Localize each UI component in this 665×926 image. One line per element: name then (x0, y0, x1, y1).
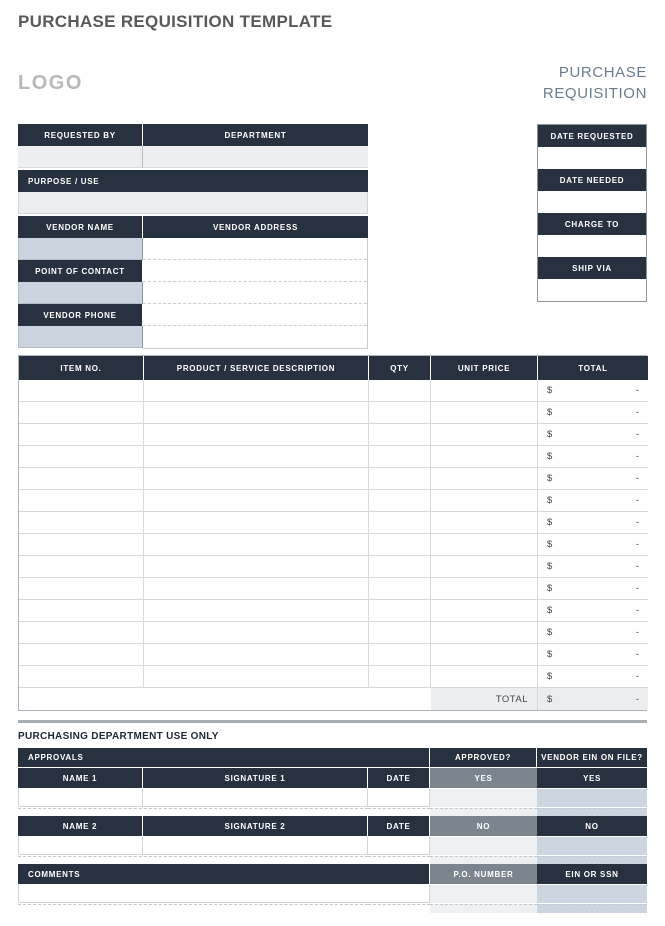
description-cell[interactable] (144, 446, 369, 468)
ein-or-ssn-label: EIN OR SSN (537, 864, 647, 884)
ein-yes-option: YES (537, 768, 647, 788)
vendor-address-line[interactable] (143, 304, 367, 326)
date-requested-field[interactable] (538, 147, 646, 169)
currency-symbol: $ (547, 605, 553, 616)
item-row (19, 512, 646, 534)
signature2-field[interactable] (143, 837, 368, 855)
qty-cell[interactable] (369, 380, 431, 402)
unit-price-cell[interactable] (431, 666, 538, 688)
item-row (19, 380, 646, 402)
point-of-contact-label: POINT OF CONTACT (18, 260, 143, 282)
item-no-cell[interactable] (19, 380, 144, 402)
vendor-address-column (143, 216, 368, 349)
currency-symbol: $ (547, 473, 553, 484)
total-amount: - (635, 583, 639, 594)
document-title-line2: REQUISITION (542, 85, 647, 102)
total-amount: - (635, 517, 639, 528)
description-cell[interactable] (144, 644, 369, 666)
vendor-left-column (18, 216, 143, 349)
item-no-cell[interactable] (19, 490, 144, 512)
department-label: DEPARTMENT (143, 124, 368, 146)
item-no-cell[interactable] (19, 534, 144, 556)
currency-symbol: $ (547, 429, 553, 440)
item-row (19, 644, 646, 666)
requested-by-field[interactable] (18, 146, 143, 168)
total-amount: - (635, 561, 639, 572)
currency-symbol: $ (547, 649, 553, 660)
unit-price-cell[interactable] (431, 468, 538, 490)
vendor-name-label: VENDOR NAME (18, 216, 143, 238)
description-cell[interactable] (144, 556, 369, 578)
dates-shipping-form (537, 124, 647, 302)
description-cell[interactable] (144, 490, 369, 512)
currency-symbol: $ (547, 407, 553, 418)
item-no-cell[interactable] (19, 622, 144, 644)
qty-cell[interactable] (369, 446, 431, 468)
approvals-table (18, 748, 647, 913)
total-amount: - (635, 473, 639, 484)
total-cell[interactable] (538, 512, 648, 534)
currency-symbol: $ (547, 693, 553, 705)
item-row (19, 446, 646, 468)
qty-cell[interactable] (369, 578, 431, 600)
total-cell[interactable] (538, 402, 648, 424)
row-spacer (18, 808, 647, 816)
unit-price-cell[interactable] (431, 644, 538, 666)
total-cell[interactable] (538, 380, 648, 402)
date1-field[interactable] (368, 789, 430, 807)
unit-price-cell[interactable] (431, 578, 538, 600)
qty-column-header: QTY (369, 356, 431, 380)
items-table-body (19, 380, 646, 688)
ein-or-ssn-field[interactable] (537, 885, 647, 903)
charge-to-field[interactable] (538, 235, 646, 257)
item-no-cell[interactable] (19, 402, 144, 424)
vendor-phone-field[interactable] (18, 326, 143, 348)
item-no-cell[interactable] (19, 644, 144, 666)
vendor-address-field (143, 238, 368, 349)
ship-via-field[interactable] (538, 279, 646, 301)
point-of-contact-field[interactable] (18, 282, 143, 304)
item-no-cell[interactable] (19, 600, 144, 622)
brand-row (18, 62, 647, 110)
items-table-header (19, 356, 646, 380)
description-column-header: PRODUCT / SERVICE DESCRIPTION (144, 356, 369, 380)
date-requested-label: DATE REQUESTED (538, 125, 646, 147)
name1-label: NAME 1 (18, 768, 143, 788)
unit-price-cell[interactable] (431, 534, 538, 556)
item-row (19, 468, 646, 490)
approved-label: APPROVED? (430, 748, 537, 767)
date-needed-label: DATE NEEDED (538, 169, 646, 191)
item-no-cell[interactable] (19, 556, 144, 578)
currency-symbol: $ (547, 539, 553, 550)
total-amount: - (635, 451, 639, 462)
total-amount: - (635, 539, 639, 550)
total-cell[interactable] (538, 468, 648, 490)
signature1-field[interactable] (143, 789, 368, 807)
qty-cell[interactable] (369, 600, 431, 622)
item-row (19, 424, 646, 446)
vendor-address-line[interactable] (143, 282, 367, 304)
signature2-label: SIGNATURE 2 (143, 816, 368, 836)
description-cell[interactable] (144, 468, 369, 490)
vendor-name-field[interactable] (18, 238, 143, 260)
currency-symbol: $ (547, 561, 553, 572)
approved-yes-field[interactable] (430, 789, 537, 807)
approved-yes-option: YES (430, 768, 537, 788)
request-forms (18, 124, 647, 349)
approvals-label: APPROVALS (18, 748, 430, 767)
unit-price-cell[interactable] (431, 424, 538, 446)
total-amount: - (635, 385, 639, 396)
description-cell[interactable] (144, 578, 369, 600)
charge-to-label: CHARGE TO (538, 213, 646, 235)
item-row (19, 402, 646, 424)
unit-price-cell[interactable] (431, 512, 538, 534)
item-row (19, 490, 646, 512)
page-title: PURCHASE REQUISITION TEMPLATE (18, 12, 333, 31)
item-row (19, 534, 646, 556)
comments-field[interactable] (18, 885, 430, 903)
vendor-address-line[interactable] (143, 260, 367, 282)
total-cell[interactable] (538, 622, 648, 644)
purpose-use-label: PURPOSE / USE (18, 170, 368, 192)
total-amount: - (635, 627, 639, 638)
total-amount: - (635, 671, 639, 682)
total-cell[interactable] (538, 446, 648, 468)
qty-cell[interactable] (369, 644, 431, 666)
vendor-ein-on-file-label: VENDOR EIN ON FILE? (537, 748, 647, 767)
total-amount: - (635, 407, 639, 418)
date-needed-field[interactable] (538, 191, 646, 213)
po-number-label: P.O. NUMBER (430, 864, 537, 884)
grand-total-cell (538, 688, 648, 710)
name2-label: NAME 2 (18, 816, 143, 836)
total-cell[interactable] (538, 644, 648, 666)
vendor-phone-label: VENDOR PHONE (18, 304, 143, 326)
logo-placeholder: LOGO (18, 72, 83, 94)
item-no-cell[interactable] (19, 578, 144, 600)
qty-cell[interactable] (369, 424, 431, 446)
qty-cell[interactable] (369, 666, 431, 688)
currency-symbol: $ (547, 451, 553, 462)
description-cell[interactable] (144, 666, 369, 688)
qty-cell[interactable] (369, 534, 431, 556)
document-title-line1: PURCHASE (558, 64, 647, 81)
approved-no-option: NO (430, 816, 537, 836)
items-table (18, 355, 647, 711)
unit-price-cell[interactable] (431, 446, 538, 468)
item-no-cell[interactable] (19, 468, 144, 490)
date2-field[interactable] (368, 837, 430, 855)
requested-by-label: REQUESTED BY (18, 124, 143, 146)
total-cell[interactable] (538, 600, 648, 622)
item-no-cell[interactable] (19, 666, 144, 688)
item-no-cell[interactable] (19, 424, 144, 446)
description-cell[interactable] (144, 600, 369, 622)
currency-symbol: $ (547, 495, 553, 506)
qty-cell[interactable] (369, 512, 431, 534)
approved-no-field[interactable] (430, 837, 537, 855)
total-cell[interactable] (538, 556, 648, 578)
currency-symbol: $ (547, 517, 553, 528)
total-cell[interactable] (538, 424, 648, 446)
vendor-address-line[interactable] (143, 238, 367, 260)
requester-vendor-form (18, 124, 368, 349)
description-cell[interactable] (144, 424, 369, 446)
qty-cell[interactable] (369, 622, 431, 644)
unit-price-cell[interactable] (431, 556, 538, 578)
item-no-cell[interactable] (19, 446, 144, 468)
total-cell[interactable] (538, 666, 648, 688)
description-cell[interactable] (144, 402, 369, 424)
item-row (19, 556, 646, 578)
vendor-address-label: VENDOR ADDRESS (143, 216, 368, 238)
date2-label: DATE (368, 816, 430, 836)
total-amount: - (635, 605, 639, 616)
row-spacer (18, 856, 647, 864)
total-amount: - (635, 649, 639, 660)
unit-price-cell[interactable] (431, 402, 538, 424)
purchasing-section-heading: PURCHASING DEPARTMENT USE ONLY (18, 731, 219, 742)
ein-yes-field[interactable] (537, 789, 647, 807)
item-no-column-header: ITEM NO. (19, 356, 144, 380)
description-cell[interactable] (144, 512, 369, 534)
item-row (19, 622, 646, 644)
unit-price-cell[interactable] (431, 622, 538, 644)
description-cell[interactable] (144, 622, 369, 644)
unit-price-cell[interactable] (431, 600, 538, 622)
total-cell[interactable] (538, 490, 648, 512)
department-field[interactable] (143, 146, 368, 168)
item-no-cell[interactable] (19, 512, 144, 534)
currency-symbol: $ (547, 385, 553, 396)
document-title (543, 62, 647, 104)
purpose-use-field[interactable] (18, 192, 368, 214)
comments-label: COMMENTS (18, 864, 430, 884)
item-row (19, 578, 646, 600)
total-amount: - (635, 429, 639, 440)
unit-price-cell[interactable] (431, 380, 538, 402)
ship-via-label: SHIP VIA (538, 257, 646, 279)
unit-price-column-header: UNIT PRICE (431, 356, 538, 380)
description-cell[interactable] (144, 534, 369, 556)
item-row (19, 666, 646, 688)
total-amount: - (635, 495, 639, 506)
currency-symbol: $ (547, 671, 553, 682)
unit-price-cell[interactable] (431, 490, 538, 512)
section-divider (18, 720, 647, 723)
name2-field[interactable] (18, 837, 143, 855)
name1-field[interactable] (18, 789, 143, 807)
total-column-header: TOTAL (538, 356, 648, 380)
qty-cell[interactable] (369, 490, 431, 512)
grand-total-amount: - (635, 693, 639, 705)
vendor-address-line[interactable] (143, 326, 367, 348)
description-cell[interactable] (144, 380, 369, 402)
qty-cell[interactable] (369, 468, 431, 490)
ein-no-field[interactable] (537, 837, 647, 855)
signature1-label: SIGNATURE 1 (143, 768, 368, 788)
qty-cell[interactable] (369, 402, 431, 424)
items-total-row (19, 688, 646, 710)
total-cell[interactable] (538, 578, 648, 600)
ein-no-option: NO (537, 816, 647, 836)
qty-cell[interactable] (369, 556, 431, 578)
grand-total-label: TOTAL (431, 688, 538, 710)
total-cell[interactable] (538, 534, 648, 556)
item-row (19, 600, 646, 622)
row-spacer (18, 904, 647, 913)
po-number-field[interactable] (430, 885, 537, 903)
currency-symbol: $ (547, 583, 553, 594)
date1-label: DATE (368, 768, 430, 788)
currency-symbol: $ (547, 627, 553, 638)
